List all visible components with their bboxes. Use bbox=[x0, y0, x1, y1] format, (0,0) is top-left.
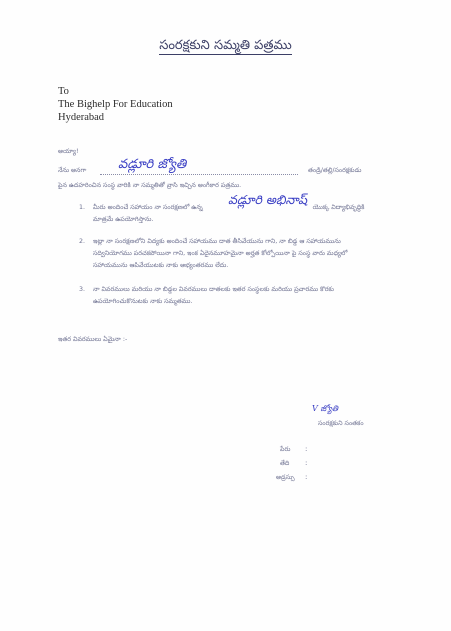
address-to: To bbox=[58, 86, 69, 97]
point-2 bbox=[79, 236, 418, 272]
guardian-signature-handwritten: V జ్యోతి bbox=[312, 404, 339, 413]
field-name-label: పేరు bbox=[280, 446, 291, 453]
point-3 bbox=[79, 284, 418, 308]
point-1-after: యొక్క విద్యాభివృద్ధికి bbox=[312, 204, 365, 211]
point-1-number: 1. bbox=[79, 204, 86, 211]
intro-line2: పైన ఉదహరించిన సంస్థ వారికి నా సమ్మతితో వ్రాసి ఇచ్చిన అంగీకార పత్రము. bbox=[58, 182, 242, 189]
signature-label: సంరక్షకుని సంతకం bbox=[318, 420, 364, 427]
field-name-value: : bbox=[305, 445, 308, 453]
point-3-line-1: నా వివరములు మరియు నా బిడ్డల వివరములు దాతలకు ఇతర సంస్థలకు మరియు ప్రచారము కొరకు bbox=[93, 286, 334, 293]
point-2-number: 2. bbox=[79, 238, 86, 245]
form-title bbox=[0, 38, 451, 56]
point-1-before: మీరు అందించే సహాయం నా సంరక్షణలో ఉన్న bbox=[93, 204, 203, 211]
point-3-line-2: ఉపయోగించుకొనుటకు నాకు సమ్మతము. bbox=[93, 298, 193, 305]
intro-prefix: నేను అనగా bbox=[58, 167, 87, 174]
point-3-number: 3. bbox=[79, 286, 86, 293]
field-date-label: తేది bbox=[280, 460, 290, 467]
child-name-handwritten: వడ్లూరి అభినాష్ bbox=[228, 192, 308, 207]
field-address-label: అడ్రస్సు bbox=[276, 474, 295, 481]
form-title-text: సంరక్షకుని సమ్మతి పత్రము bbox=[159, 38, 292, 53]
point-2-line-2: సద్వినియోగము పరచకపోయినా గాని, ఇంక ఏదైనమూహమైనా అర్హత కోల్పోయినా పై సంస్థ వారు మధ్యలో bbox=[93, 250, 348, 257]
point-1-line-2: మాత్రమే ఉపయోగిస్తాను. bbox=[93, 216, 154, 223]
guardian-name-handwritten: వడ్లూరి జ్యోతి bbox=[118, 157, 187, 172]
other-details-label: ఇతర వివరములు ఏమైనా :- bbox=[58, 336, 128, 343]
point-2-line-3: సహాయమును ఆపివేయుటకు నాకు అభ్యంతరము లేదు. bbox=[93, 262, 229, 269]
field-date-value: : bbox=[305, 459, 308, 467]
point-2-line-1: ఇట్లా నా సంరక్షణలోని విద్యకు అందించే సహాయము దాత తీసివేయును గాని, నా బిడ్డ ఆ సహాయమును bbox=[93, 238, 341, 245]
salutation: అయ్యా! bbox=[58, 148, 79, 155]
intro-suffix: తండ్రి/తల్లి/సంరక్షకుడు bbox=[308, 167, 362, 174]
field-address-value: : bbox=[305, 473, 308, 481]
address-city: Hyderabad bbox=[58, 112, 105, 123]
address-org: The Bighelp For Education bbox=[58, 99, 173, 110]
